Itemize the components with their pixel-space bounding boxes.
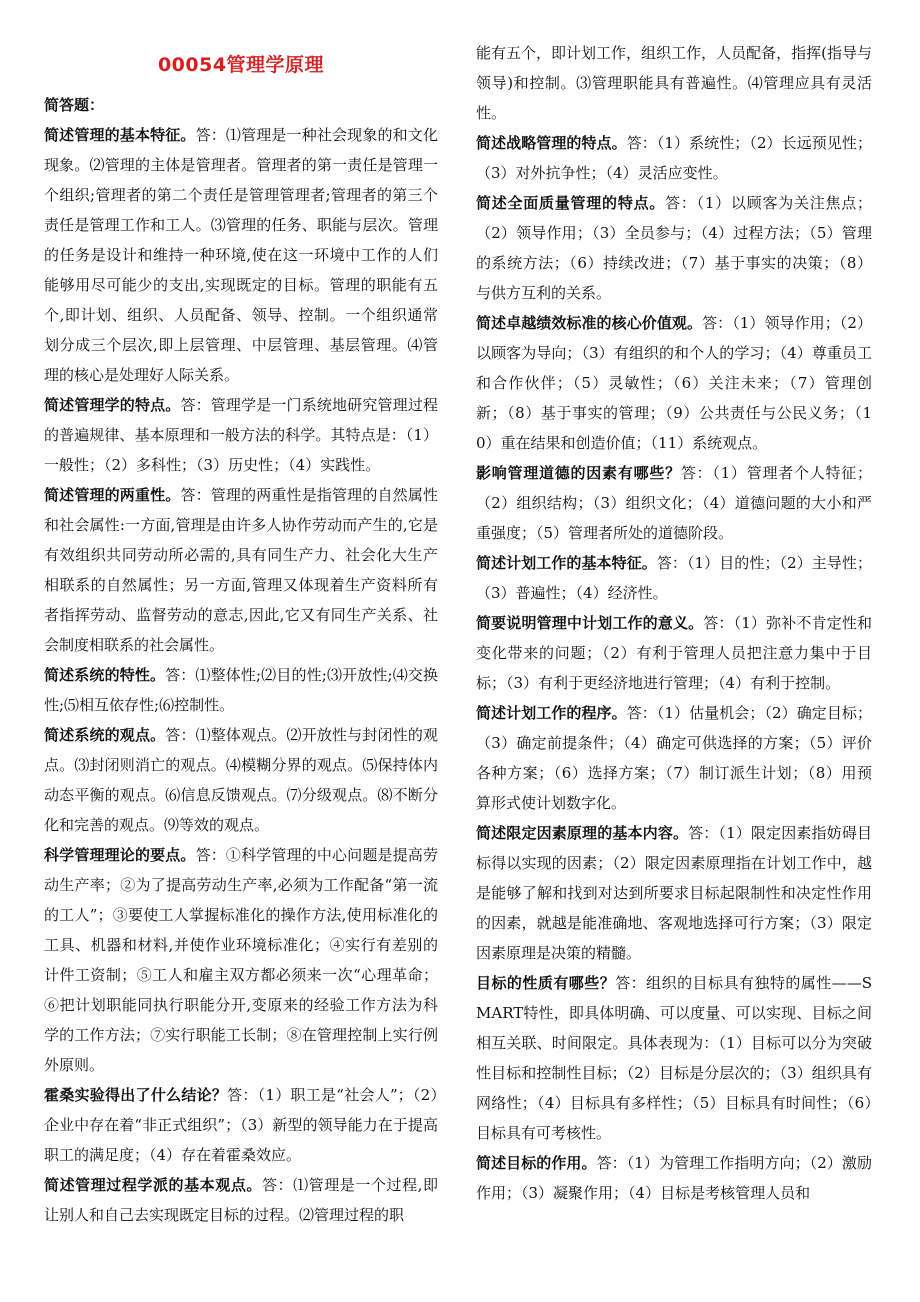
question-text: 简述系统的观点。 [44, 726, 166, 744]
answer-text: 答：（1）管理者个人特征；（2）组织结构；（3）组织文化；（4）道德问题的大小和严重强度；（5）管理者所处的道德阶段。 [476, 464, 872, 542]
question-text: 简述计划工作的程序。 [476, 704, 627, 722]
answer-text: 答：⑴管理是一个过程,即让别人和自己去实现既定目标的过程。⑵管理过程的职 [44, 1176, 438, 1224]
qa-item [476, 188, 872, 308]
right-column [476, 38, 872, 1208]
question-text: 科学管理理论的要点。 [44, 846, 196, 864]
question-text: 霍桑实验得出了什么结论？ [44, 1086, 228, 1104]
answer-text: 能有五个，即计划工作，组织工作，人员配备，指挥(指导与领导)和控制。⑶管理职能具有普遍性。⑷管理应具有灵活性。 [476, 44, 872, 122]
answer-text: 答：（1）目的性；（2）主导性；（3）普遍性；（4）经济性。 [476, 554, 872, 602]
question-text: 简述全面质量管理的特点。 [476, 194, 666, 212]
answer-text: 答：（1）为管理工作指明方向；（2）激励作用；（3）凝聚作用；（4）目标是考核管理人员和 [476, 1154, 872, 1202]
qa-item [44, 390, 438, 480]
answer-text: 答：（1）估量机会；（2）确定目标；（3）确定前提条件；（4）确定可供选择的方案；（5）评价各种方案；（6）选择方案；（7）制订派生计划；（8）用预算形式使计划数字化。 [476, 704, 872, 812]
qa-item [476, 968, 872, 1148]
answer-text: 答：组织的目标具有独特的属性——SMART特性，即具体明确、可以度量、可以实现、目标之间相互关联、时间限定。具体表现为：（1）目标可以分为突破性目标和控制性目标；（2）目标是分层次的；（3）组织具有网络性；（4）目标具有多样性；（5）目标具有时间性；（6）目标具有可考核性。 [476, 974, 872, 1142]
answer-text: 答：（1）领导作用；（2）以顾客为导向；（3）有组织的和个人的学习；（4）尊重员工和合作伙伴；（5）灵敏性；（6）关注未来；（7）管理创新；（8）基于事实的管理；（9）公共责任与公民义务；（10）重在结果和创造价值；（11）系统观点。 [476, 314, 872, 452]
qa-item [476, 608, 872, 698]
question-text: 影响管理道德的因素有哪些？ [476, 464, 681, 482]
qa-item [44, 480, 438, 660]
answer-text: 答：管理的两重性是指管理的自然属性和社会属性:一方面,管理是由许多人协作劳动而产生的,它是有效组织共同劳动所必需的,具有同生产力、社会化大生产相联系的自然属性；另一方面,管理又体现着生产资料所有者指挥劳动、监督劳动的意志,因此,它又有同生产关系、社会制度相联系的社会属性。 [44, 486, 438, 654]
qa-item [476, 818, 872, 968]
document-title: 00054管理学原理 [157, 54, 325, 76]
question-text: 简要说明管理中计划工作的意义。 [476, 614, 704, 632]
qa-item [44, 660, 438, 720]
answer-text: 答：⑴整体性;⑵目的性;⑶开放性;⑷交换性;⑸相互依存性;⑹控制性。 [44, 666, 438, 714]
answer-text: 答：①科学管理的中心问题是提高劳动生产率；②为了提高劳动生产率,必须为工作配备“第一流的工人”；③要使工人掌握标准化的操作方法,使用标准化的工具、机器和材料,并使作业环境标准化；④实行有差别的计件工资制；⑤工人和雇主双方都必须来一次“心理革命；⑥把计划职能同执行职能分开,变原来的经验工作方法为科学的工作方法；⑦实行职能工长制；⑧在管理控制上实行例外原则。 [44, 846, 438, 1074]
question-text: 简述目标的作用。 [476, 1154, 597, 1172]
question-text: 简述卓越绩效标准的核心价值观。 [476, 314, 703, 332]
section-label: 简答题： [44, 96, 105, 114]
answer-text: 答：管理学是一门系统地研究管理过程的普遍规律、基本原理和一般方法的科学。其特点是：（1）一般性；（2）多科性；（3）历史性；（4）实践性。 [44, 396, 438, 474]
question-text: 简述管理的两重性。 [44, 486, 181, 504]
question-text: 简述计划工作的基本特征。 [476, 554, 657, 572]
question-text: 简述战略管理的特点。 [476, 134, 627, 152]
qa-item [476, 38, 872, 128]
question-text: 简述限定因素原理的基本内容。 [476, 824, 689, 842]
question-text: 目标的性质有哪些？ [476, 974, 616, 992]
qa-item [476, 308, 872, 458]
qa-item [44, 120, 438, 390]
qa-item [44, 720, 438, 840]
qa-item [476, 548, 872, 608]
answer-text: 答：（1）以顾客为关注焦点；（2）领导作用；（3）全员参与；（4）过程方法；（5）管理的系统方法；（6）持续改进；（7）基于事实的决策；（8）与供方互利的关系。 [476, 194, 872, 302]
qa-item [44, 1170, 438, 1230]
left-column [44, 0, 438, 1230]
answer-text: 答：（1）弥补不肯定性和变化带来的问题；（2）有利于管理人员把注意力集中于目标；（3）有利于更经济地进行管理；（4）有利于控制。 [476, 614, 872, 692]
qa-item [476, 128, 872, 188]
qa-item [476, 1148, 872, 1208]
qa-item [44, 1080, 438, 1170]
question-text: 简述管理过程学派的基本观点。 [44, 1176, 262, 1194]
answer-text: 答：⑴管理是一种社会现象的和文化现象。⑵管理的主体是管理者。管理者的第一责任是管理一个组织;管理者的第二个责任是管理管理者;管理者的第三个责任是管理工作和工人。⑶管理的任务、职能与层次。管理的任务是设计和维持一种环境,使在这一环境中工作的人们能够用尽可能少的支出,实现既定的目标。管理的职能有五个,即计划、组织、人员配备、领导、控制。一个组织通常划分成三个层次,即上层管理、中层管理、基层管理。⑷管理的核心是处理好人际关系。 [44, 126, 438, 384]
question-text: 简述管理的基本特征。 [44, 126, 196, 144]
qa-item [44, 840, 438, 1080]
answer-text: 答：（1）职工是“社会人”；（2）企业中存在着“非正式组织”；（3）新型的领导能力在于提高职工的满足度；（4）存在着霍桑效应。 [44, 1086, 438, 1164]
qa-item [476, 458, 872, 548]
qa-item [476, 698, 872, 818]
question-text: 简述系统的特性。 [44, 666, 166, 684]
question-text: 简述管理学的特点。 [44, 396, 181, 414]
answer-text: 答：（1）系统性；（2）长远预见性；（3）对外抗争性；（4）灵活应变性。 [476, 134, 872, 182]
answer-text: 答：⑴整体观点。⑵开放性与封闭性的观点。⑶封闭则消亡的观点。⑷模糊分界的观点。⑸保持体内动态平衡的观点。⑹信息反馈观点。⑺分级观点。⑻不断分化和完善的观点。⑼等效的观点。 [44, 726, 438, 834]
answer-text: 答：（1）限定因素指妨碍目标得以实现的因素；（2）限定因素原理指在计划工作中，越是能够了解和找到对达到所要求目标起限制性和决定性作用的因素，就越是能准确地、客观地选择可行方案；（3）限定因素原理是决策的精髓。 [476, 824, 872, 962]
